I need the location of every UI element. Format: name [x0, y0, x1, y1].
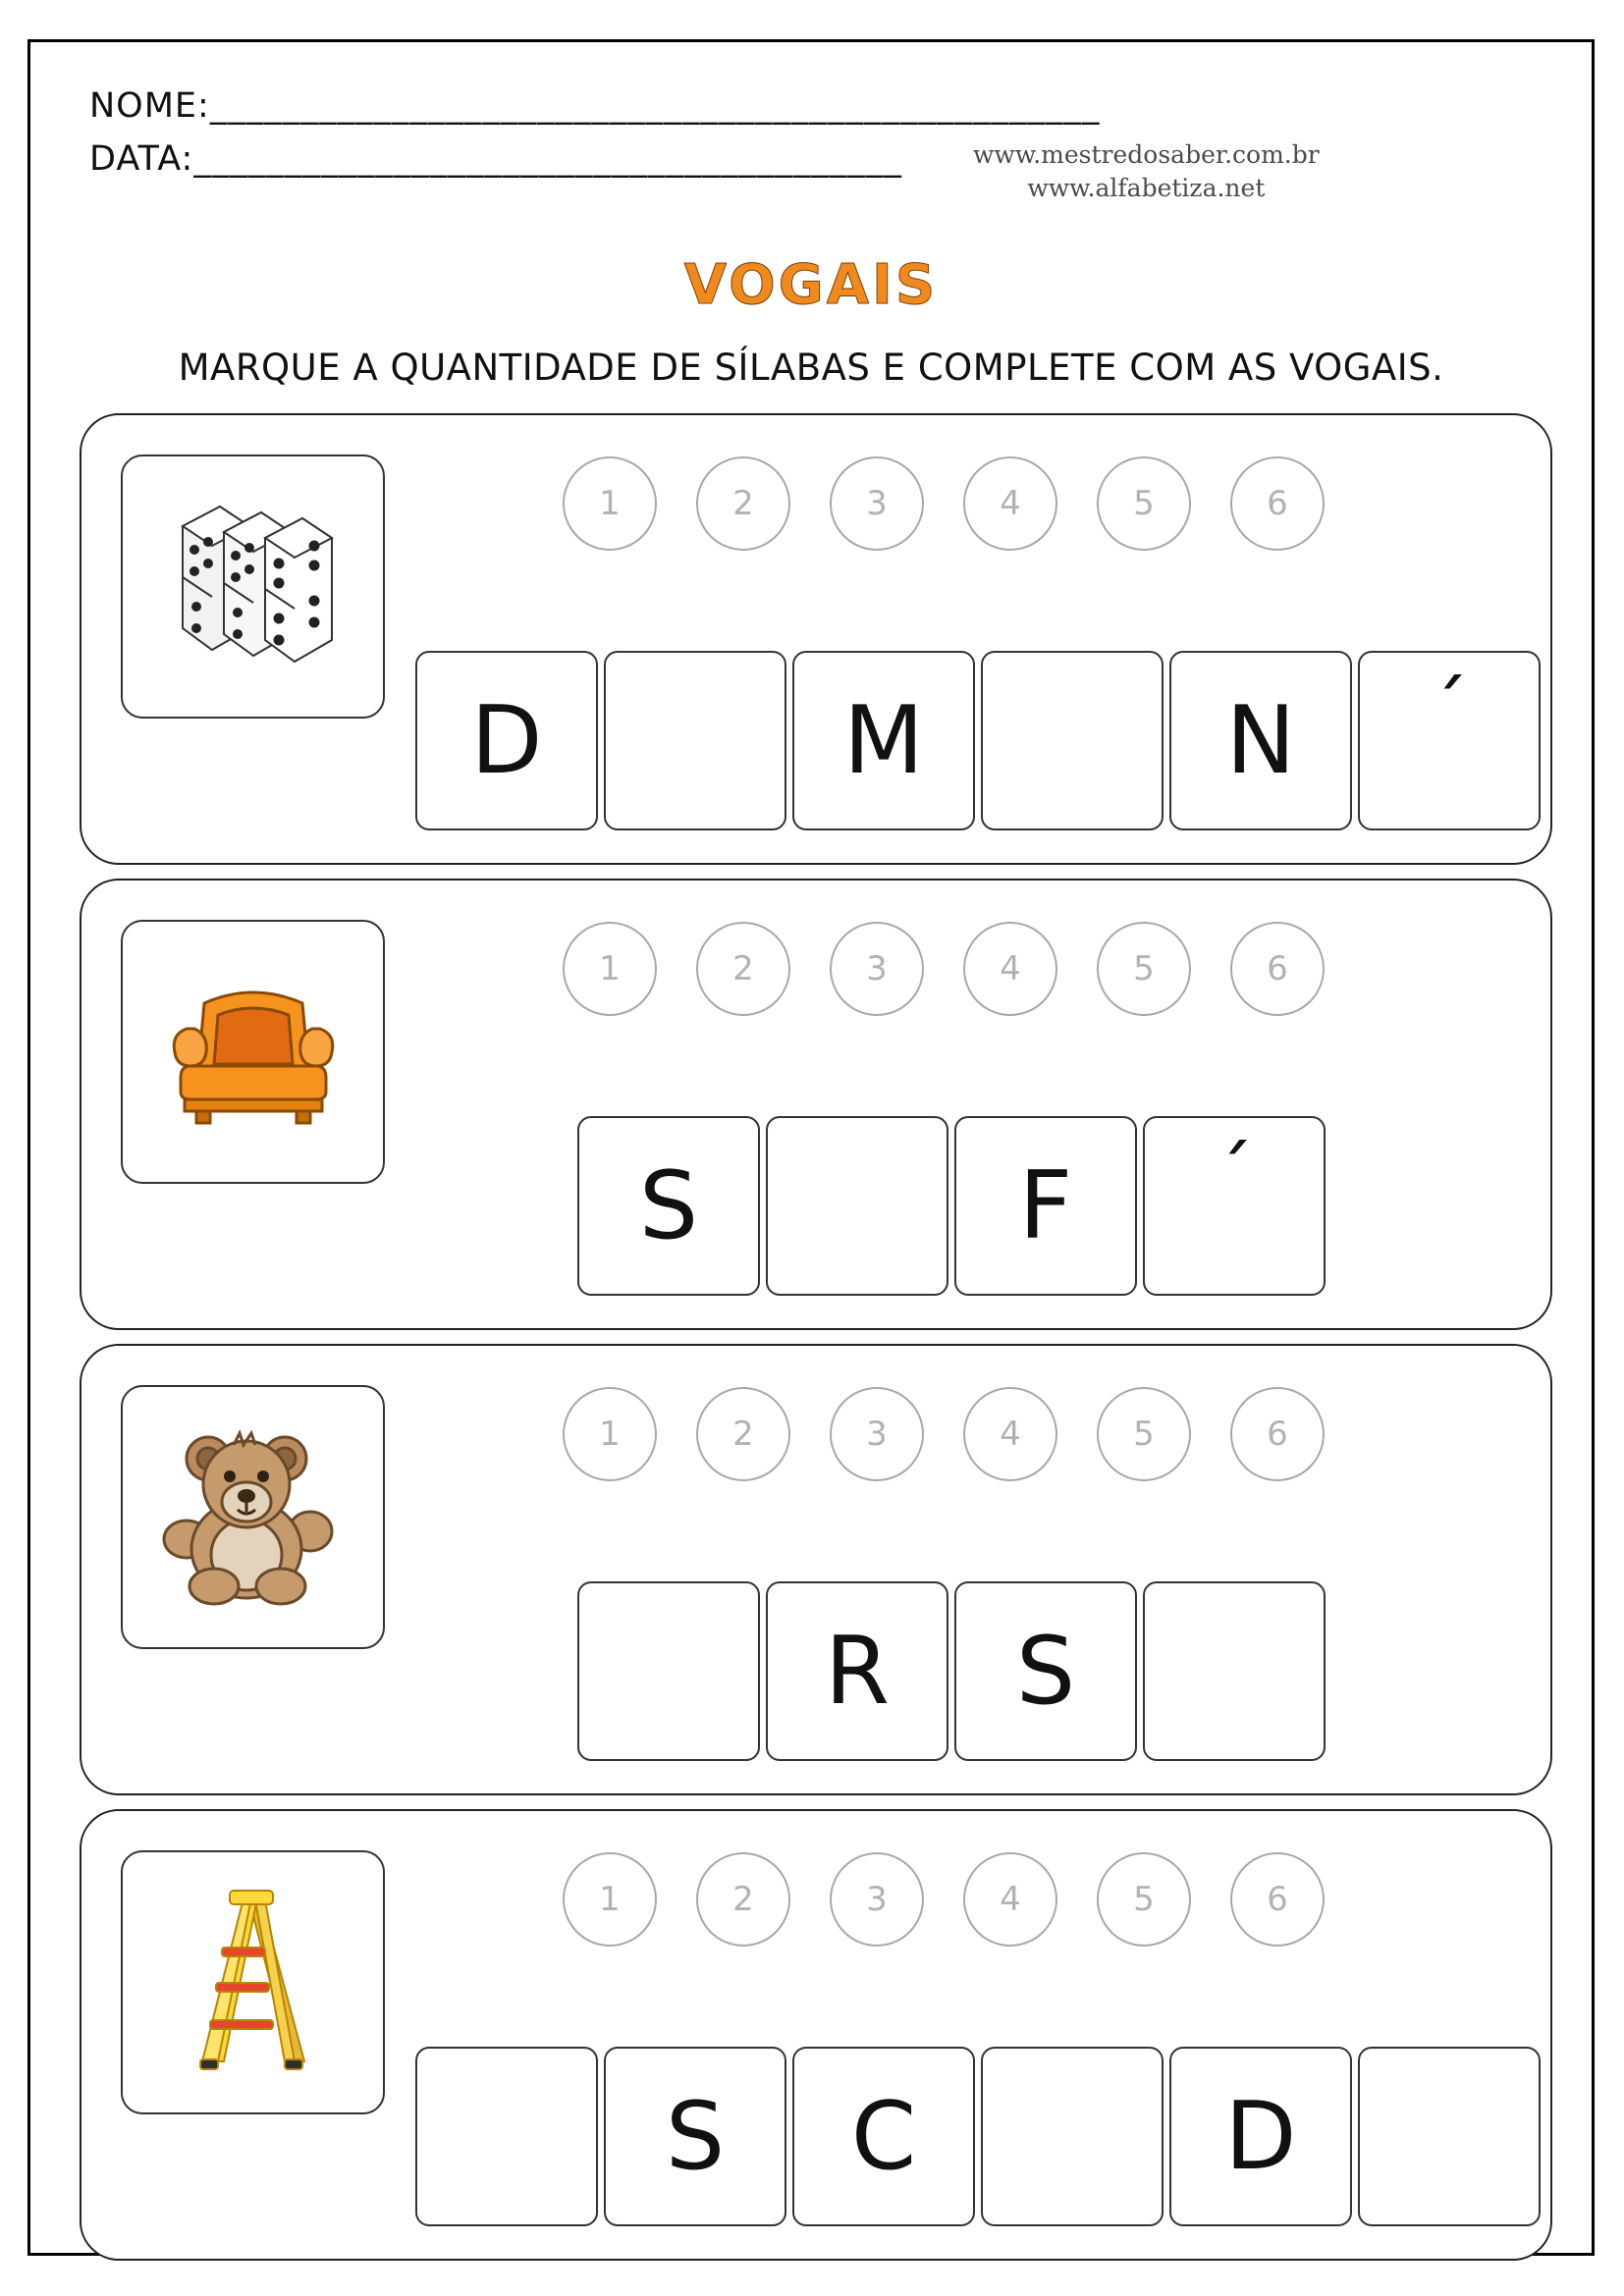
letter-cell[interactable]: F	[954, 1116, 1137, 1296]
letter-cell[interactable]: ´	[1358, 651, 1541, 830]
letter-cell[interactable]: ´	[1143, 1116, 1326, 1296]
syllable-option-1[interactable]: 1	[563, 922, 657, 1016]
letter-cell[interactable]: S	[604, 2047, 786, 2226]
letter-cell[interactable]	[604, 651, 786, 830]
letter-cells	[577, 1581, 1326, 1761]
website-line-2: www.alfabetiza.net	[1027, 173, 1266, 202]
date-field-line[interactable]: DATA:_______________________________________	[89, 139, 902, 179]
syllable-option-2[interactable]: 2	[696, 1852, 790, 1947]
syllable-option-4[interactable]: 4	[963, 922, 1057, 1016]
syllable-option-2[interactable]: 2	[696, 1387, 790, 1481]
letter-cell[interactable]	[981, 2047, 1164, 2226]
syllable-option-5[interactable]: 5	[1097, 922, 1191, 1016]
picture-box	[121, 454, 385, 719]
letter-cells	[415, 651, 1541, 830]
syllable-option-4[interactable]: 4	[963, 456, 1057, 551]
page-title: VOGAIS	[683, 253, 939, 317]
syllable-option-3[interactable]: 3	[830, 456, 924, 551]
syllable-option-5[interactable]: 5	[1097, 1852, 1191, 1947]
picture-box	[121, 1385, 385, 1649]
letter-cell[interactable]: R	[766, 1581, 948, 1761]
syllable-option-5[interactable]: 5	[1097, 456, 1191, 551]
syllable-option-5[interactable]: 5	[1097, 1387, 1191, 1481]
syllable-option-6[interactable]: 6	[1230, 456, 1325, 551]
name-field-line[interactable]: NOME:_________________________________________________	[89, 86, 1101, 126]
letter-cell[interactable]	[981, 651, 1164, 830]
syllable-option-6[interactable]: 6	[1230, 922, 1325, 1016]
syllable-options	[563, 456, 1325, 551]
exercise-row	[80, 1809, 1552, 2261]
letter-cell[interactable]: M	[792, 651, 975, 830]
syllable-options	[563, 1387, 1325, 1481]
letter-cell[interactable]	[415, 2047, 598, 2226]
syllable-option-3[interactable]: 3	[830, 1387, 924, 1481]
syllable-options	[563, 922, 1325, 1016]
exercise-row	[80, 879, 1552, 1330]
syllable-option-6[interactable]: 6	[1230, 1387, 1325, 1481]
letter-cell[interactable]: N	[1169, 651, 1352, 830]
armchair-icon	[147, 964, 358, 1141]
ladder-icon	[147, 1877, 358, 2088]
syllable-option-6[interactable]: 6	[1230, 1852, 1325, 1947]
picture-box	[121, 1850, 385, 2114]
syllable-option-4[interactable]: 4	[963, 1387, 1057, 1481]
syllable-option-1[interactable]: 1	[563, 456, 657, 551]
letter-cell[interactable]: S	[577, 1116, 760, 1296]
letter-cells	[415, 2047, 1541, 2226]
syllable-option-2[interactable]: 2	[696, 922, 790, 1016]
letter-cell[interactable]: D	[415, 651, 598, 830]
instruction-text: MARQUE A QUANTIDADE DE SÍLABAS E COMPLETE COM AS VOGAIS.	[178, 347, 1444, 389]
syllable-option-2[interactable]: 2	[696, 456, 790, 551]
letter-cell[interactable]: D	[1169, 2047, 1352, 2226]
letter-cell[interactable]	[577, 1581, 760, 1761]
letter-cell[interactable]	[766, 1116, 948, 1296]
exercise-row	[80, 1344, 1552, 1795]
exercise-row	[80, 413, 1552, 865]
syllable-option-4[interactable]: 4	[963, 1852, 1057, 1947]
picture-box	[121, 920, 385, 1184]
letter-cells	[577, 1116, 1326, 1296]
syllable-option-3[interactable]: 3	[830, 1852, 924, 1947]
teddy-bear-icon	[147, 1412, 358, 1623]
syllable-options	[563, 1852, 1325, 1947]
syllable-option-1[interactable]: 1	[563, 1852, 657, 1947]
letter-cell[interactable]	[1358, 2047, 1541, 2226]
dominoes-icon	[147, 481, 358, 692]
letter-cell[interactable]: S	[954, 1581, 1137, 1761]
website-credit	[973, 138, 1320, 205]
syllable-option-1[interactable]: 1	[563, 1387, 657, 1481]
worksheet-page	[27, 39, 1595, 2256]
letter-cell[interactable]	[1143, 1581, 1326, 1761]
syllable-option-3[interactable]: 3	[830, 922, 924, 1016]
website-line-1: www.mestredosaber.com.br	[973, 140, 1320, 169]
letter-cell[interactable]: C	[792, 2047, 975, 2226]
